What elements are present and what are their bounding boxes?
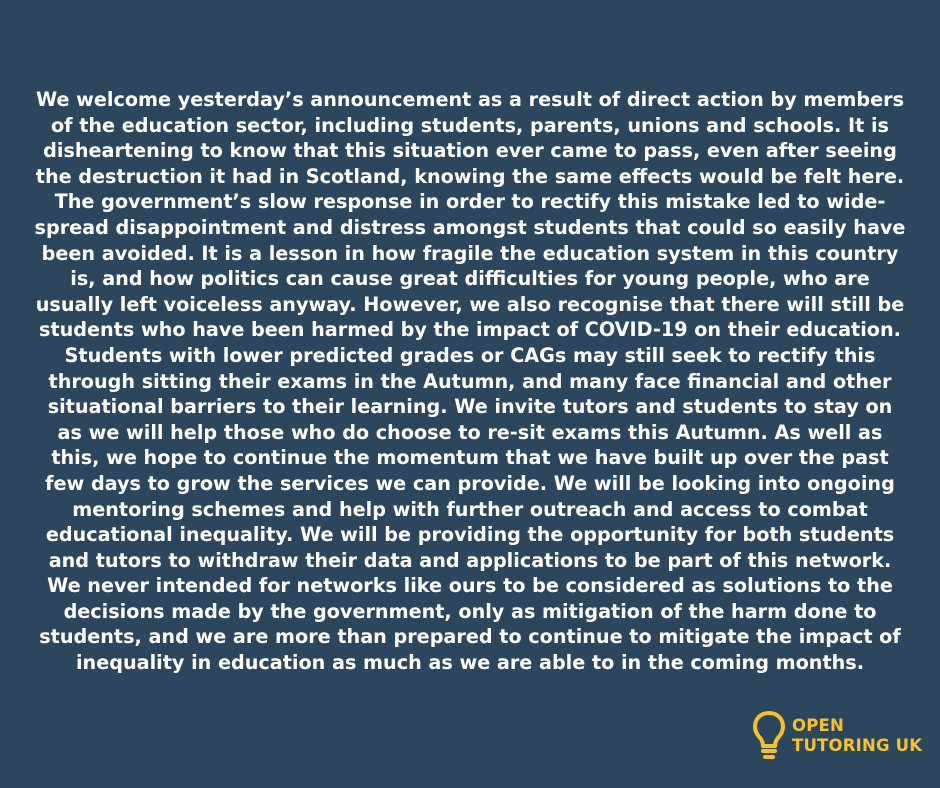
open-tutoring-uk-logo: [752, 710, 922, 762]
statement-text: We welcome yesterday’s announcement as a result of direct action by members of the education sector, including students, parents, unions and schools. It is disheartening to know that this situation ever came to pass, even after seeing the destruction it had in Scotland, knowing the same effects would be felt here. The government’s slow response in order to rectify this mistake led to wide-spread disappointment and distress amongst students that could so easily have been avoided. It is a lesson in how fragile the education system in this country is, and how politics can cause great difficulties for young people, who are usually left voiceless anyway. However, we also recognise that there will still be students who have been harmed by the impact of COVID-19 on their education. Students with lower predicted grades or CAGs may still seek to rectify this through sitting their exams in the Autumn, and many face financial and other situational barriers to their learning. We invite tutors and students to stay on as we will help those who do choose to re-sit exams this Autumn. As well as this, we hope to continue the momentum that we have built up over the past few days to grow the services we can provide. We will be looking into ongoing mentoring schemes and help with further outreach and access to combat educational inequality. We will be providing the opportunity for both students and tutors to withdraw their data and applications to be part of this network. We never intended for networks like ours to be considered as solutions to the decisions made by the government, only as mitigation of the harm done to students, and we are more than prepared to continue to mitigate the impact of inequality in education as much as we are able to in the coming months.: [34, 88, 906, 675]
logo-line-tutoring-uk: TUTORING UK: [792, 736, 923, 755]
logo-line-open: OPEN: [792, 716, 844, 735]
logo-wordmark: [792, 716, 922, 756]
lightbulb-icon: [752, 710, 786, 762]
